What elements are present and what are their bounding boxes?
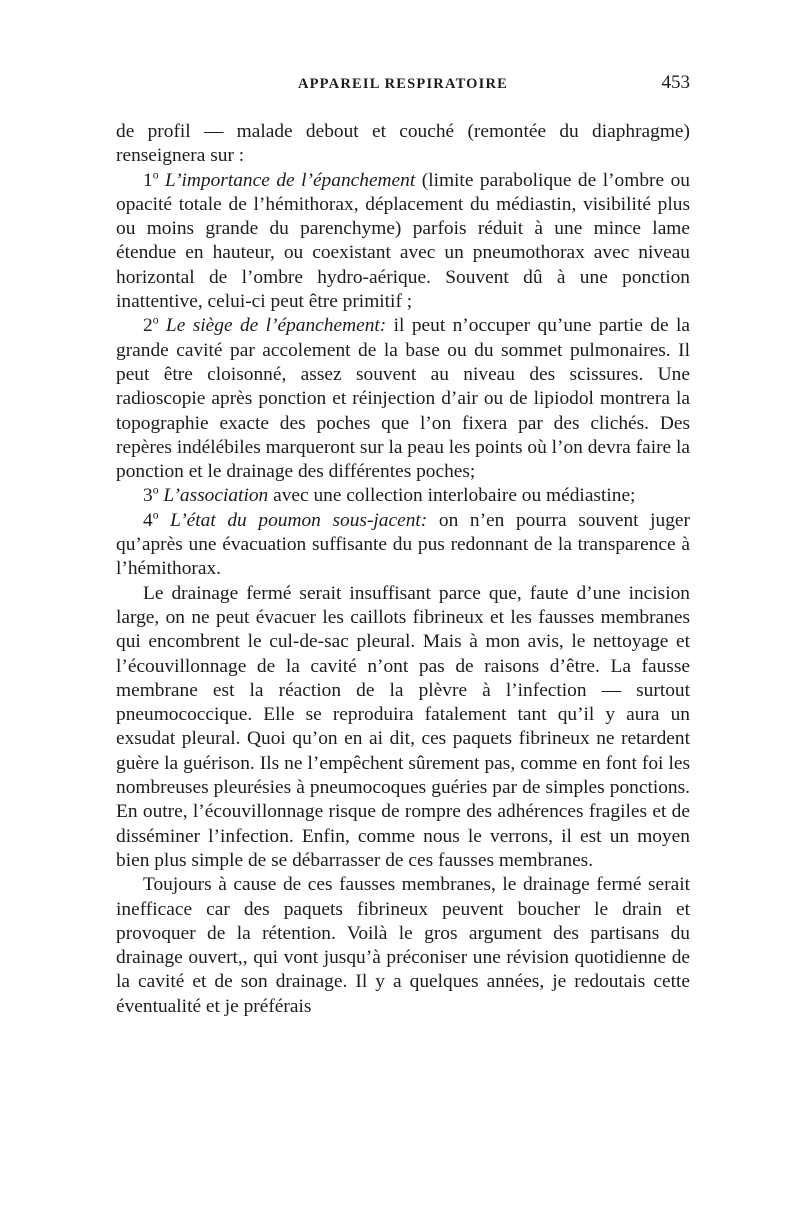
item-number: 1 — [143, 169, 153, 191]
ordinal-mark: o — [152, 168, 159, 182]
body-text — [116, 120, 690, 1019]
item-text: on n’en pourra souvent juger qu’après une évacuation suffisante du pus redonnant de la transparence à l’hémithorax. — [116, 509, 690, 580]
ordinal-mark: o — [152, 508, 159, 522]
item-number: 2 — [143, 315, 153, 337]
list-item-2 — [116, 314, 690, 484]
list-item-4 — [116, 509, 690, 582]
item-text: avec une collection interlobaire ou médiastine; — [268, 485, 636, 507]
item-text: il peut n’occuper qu’une partie de la grande cavité par accolement de la base ou du sommet pulmonaires. Il peut être cloisonné, assez souvent au niveau des scissures. Une radioscopie après ponction et réinjection d’air ou de lipiodol montrera la topographie exacte des poches que l’on fixera par des clichés. Des repères indélébiles marqueront sur la peau les points où l’on devra faire la ponction et le drainage des différentes poches; — [116, 315, 690, 483]
book-page — [116, 72, 690, 1019]
item-heading: L’état du poumon sous-jacent: — [170, 509, 428, 531]
list-item-3 — [116, 484, 690, 508]
item-number: 3 — [143, 485, 153, 507]
page-number: 453 — [661, 72, 690, 93]
item-heading: Le siège de l’épanchement: — [165, 315, 387, 337]
running-title: APPAREIL RESPIRATOIRE — [297, 76, 509, 92]
page-header — [116, 72, 690, 106]
ordinal-mark: o — [152, 313, 159, 327]
list-item-1 — [116, 169, 690, 315]
item-text: (limite parabolique de l’ombre ou opacité totale de l’hémithorax, déplacement du médiastin, visibilité plus ou moins grande du parenchyme) parfois réduit à une mince lame étendue en hauteur, ou coexistant avec un pneumothorax avec niveau horizontal de l’ombre hydro-aérique. Souvent dû à une ponction inattentive, celui-ci peut être primitif ; — [116, 169, 690, 313]
paragraph-continuation: de profil — malade debout et couché (remontée du diaphragme) renseignera sur : — [116, 121, 690, 167]
item-heading: L’association — [163, 485, 269, 507]
item-heading: L’importance de l’épanchement — [165, 169, 416, 191]
paragraph-fausses-membranes: Toujours à cause de ces fausses membranes, le drainage fermé serait inefficace car des paquets fibrineux peuvent boucher le drain et provoquer de la rétention. Voilà le gros argument des partisans du drainage ouvert,, qui vont jusqu’à préconiser une révision quotidienne de la cavité et de son drainage. Il y a quelques années, je redoutais cette éventualité et je préférais — [116, 874, 690, 1017]
item-number: 4 — [143, 509, 153, 531]
paragraph-drainage-ferme: Le drainage fermé serait insuffisant parce que, faute d’une incision large, on ne peut évacuer les caillots fibrineux et les fausses membranes qui encombrent le cul-de-sac pleural. Mais à mon avis, le nettoyage et l’écouvillonnage de la cavité n’ont pas de raisons d’être. La fausse membrane est la réaction de la plèvre à l’infection — surtout pneumococcique. Elle se reproduira fatalement tant qu’il y aura un exsudat pleural. Quoi qu’on en ai dit, ces paquets fibrineux ne retardent guère la guérison. Ils ne l’empêchent sûrement pas, comme en font foi les nombreuses pleurésies à pneumocoques guéries par de simples ponctions. En outre, l’écouvillonnage risque de rompre des adhérences fragiles et de disséminer l’infection. Enfin, comme nous le verrons, il est un moyen bien plus simple de se débarrasser de ces fausses membranes. — [116, 582, 690, 871]
ordinal-mark: o — [152, 483, 159, 497]
